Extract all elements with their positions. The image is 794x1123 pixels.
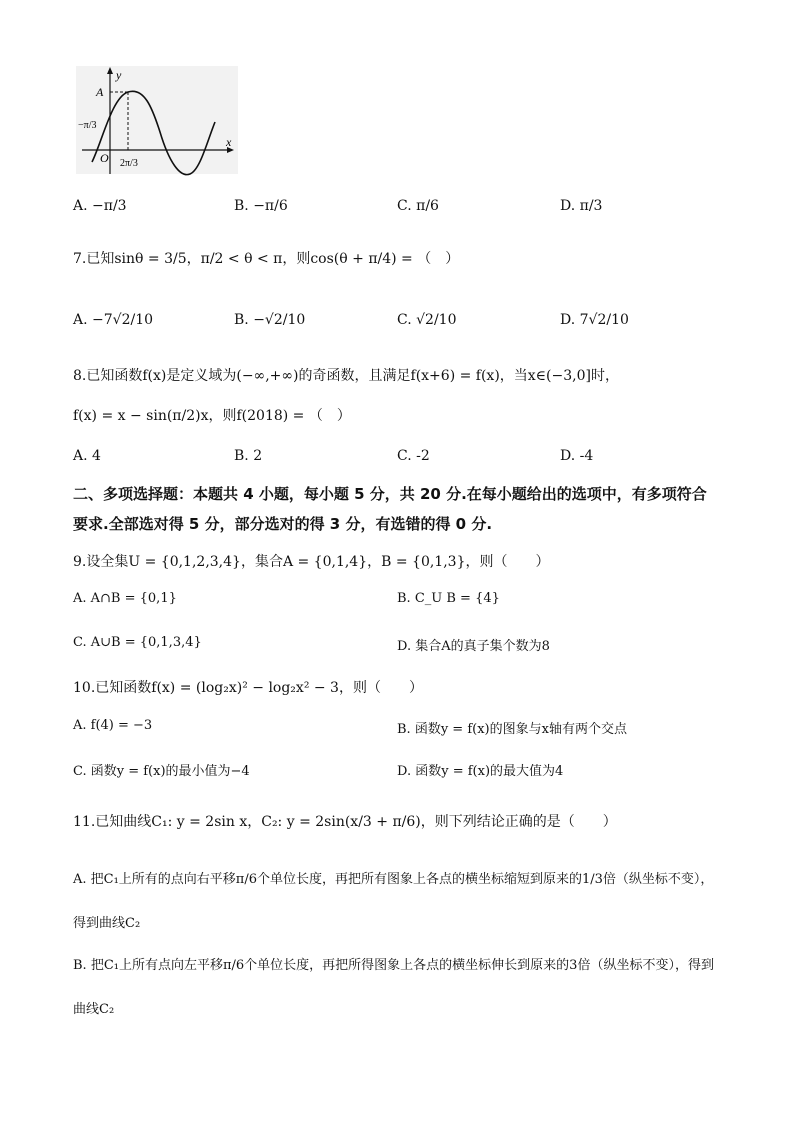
q7-option-a: A. −7√2/10 — [73, 312, 154, 328]
q9-stem: 9.设全集U = {0,1,2,3,4}，集合A = {0,1,4}，B = {0,1,3}，则（ ） — [73, 554, 550, 570]
q8-option-d: D. -4 — [560, 448, 594, 464]
q6-option-c: C. π/6 — [397, 198, 439, 214]
q7-option-d: D. 7√2/10 — [560, 312, 629, 328]
q6-option-a: A. −π/3 — [73, 198, 127, 214]
q10-stem: 10.已知函数f(x) = (log₂x)² − log₂x² − 3，则（ ） — [73, 680, 423, 696]
q11-option-b: B. 把C₁上所有点向左平移π/6个单位长度，再把所得图象上各点的横坐标伸长到原来的3倍（纵坐标不变），得到曲线C₂ — [73, 958, 714, 1017]
sine-graph — [72, 62, 242, 178]
section-2-line1: 二、多项选择题：本题共 4 小题，每小题 5 分，共 20 分.在每小题给出的选项中，有多项符合 — [73, 485, 707, 503]
q9-option-a: A. A∩B = {0,1} — [73, 591, 177, 606]
q6-option-b: B. −π/6 — [234, 198, 288, 214]
q9-option-b: B. C_U B = {4} — [397, 591, 500, 606]
q8-stem-line2: f(x) = x − sin(π/2)x，则f(2018) = （ ） — [73, 408, 351, 424]
graph-neg-tick: −π/3 — [78, 120, 97, 131]
graph-pos-tick: 2π/3 — [120, 158, 138, 169]
q10-option-b: B. 函数y = f(x)的图象与x轴有两个交点 — [397, 722, 627, 737]
q7-option-b: B. −√2/10 — [234, 312, 306, 328]
q10-option-c: C. 函数y = f(x)的最小值为−4 — [73, 764, 250, 779]
q7-stem: 7.已知sinθ = 3/5，π/2 < θ < π，则cos(θ + π/4) = （ ） — [73, 251, 460, 267]
section-2-line2: 要求.全部选对得 5 分，部分选对的得 3 分，有选错的得 0 分. — [73, 515, 493, 533]
graph-y-label: y — [116, 68, 122, 82]
graph-origin: O — [100, 151, 109, 165]
graph-x-label: x — [226, 135, 232, 149]
q9-option-d: D. 集合A的真子集个数为8 — [397, 639, 550, 654]
q6-option-d: D. π/3 — [560, 198, 603, 214]
q11-option-a: A. 把C₁上所有的点向右平移π/6个单位长度，再把所有图象上各点的横坐标缩短到原来的1/3倍（纵坐标不变），得到曲线C₂ — [73, 872, 714, 931]
q11-stem: 11.已知曲线C₁: y = 2sin x，C₂: y = 2sin(x/3 + π/6)，则下列结论正确的是（ ） — [73, 814, 617, 830]
q7-option-c: C. √2/10 — [397, 312, 457, 328]
q8-option-b: B. 2 — [234, 448, 263, 464]
q8-option-a: A. 4 — [73, 448, 101, 464]
q9-option-c: C. A∪B = {0,1,3,4} — [73, 635, 202, 650]
q10-option-a: A. f(4) = −3 — [73, 718, 153, 733]
q8-option-c: C. -2 — [397, 448, 430, 464]
q10-option-d: D. 函数y = f(x)的最大值为4 — [397, 764, 564, 779]
q8-stem-line1: 8.已知函数f(x)是定义域为(−∞,+∞)的奇函数，且满足f(x+6) = f(x)，当x∈(−3,0]时， — [73, 368, 619, 384]
graph-amplitude-label: A — [96, 85, 104, 99]
